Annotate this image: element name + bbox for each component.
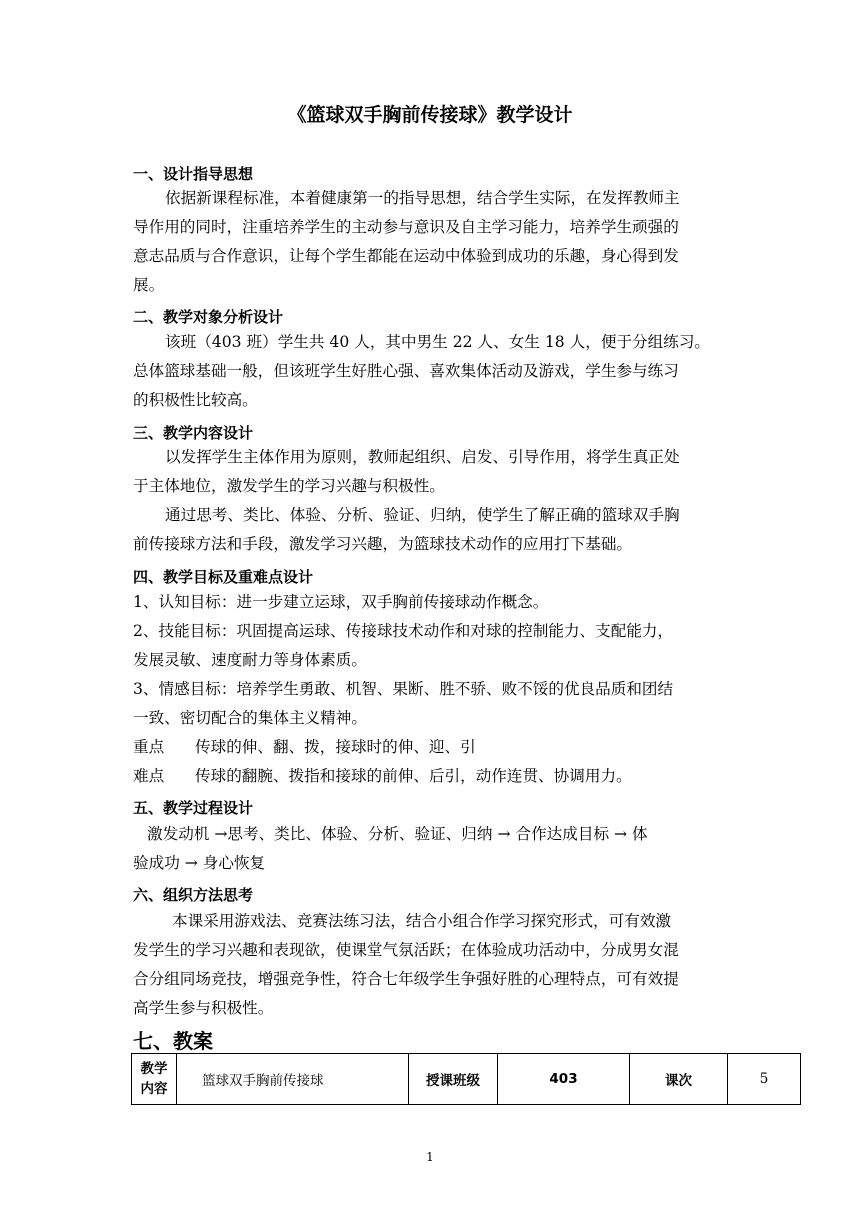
paragraph-line: 依据新课程标准，本着健康第一的指导思想，结合学生实际，在发挥教师主	[165, 189, 680, 207]
paragraph-line: 意志品质与合作意识，让每个学生都能在运动中体验到成功的乐趣，身心得到发	[133, 247, 679, 265]
section-heading-content-design: 三、教学内容设计	[133, 424, 254, 442]
paragraph-line: 合分组同场竞技，增强竞争性，符合七年级学生争强好胜的心理特点，可有效提	[133, 970, 679, 988]
paragraph-line: 该班（403 班）学生共 40 人，其中男生 22 人、女生 18 人，便于分组练习。	[165, 333, 711, 351]
section-heading-organization: 六、组织方法思考	[133, 886, 254, 904]
document-title: 《篮球双手胸前传接球》教学设计	[287, 104, 573, 126]
table-row	[132, 1054, 801, 1105]
process-line: 激发动机 →思考、类比、体验、分析、验证、归纳 → 合作达成目标 → 体	[147, 825, 648, 843]
section-heading-lesson-plan: 七、教案	[133, 1029, 213, 1053]
section-heading-process: 五、教学过程设计	[133, 799, 254, 817]
paragraph-line: 以发挥学生主体作用为原则，教师起组织、启发、引导作用，将学生真正处	[165, 448, 680, 466]
paragraph-line: 本课采用游戏法、竞赛法练习法，结合小组合作学习探究形式，可有效激	[172, 912, 672, 930]
page-number: 1	[426, 1150, 434, 1164]
table-cell-content: 篮球双手胸前传接球	[177, 1054, 409, 1105]
table-cell-lesson: 5	[728, 1054, 801, 1105]
process-line: 验成功 → 身心恢复	[133, 854, 266, 872]
difficulty-label: 难点	[133, 767, 165, 785]
objective-line: 发展灵敏、速度耐力等身体素质。	[133, 651, 367, 669]
paragraph-line: 高学生参与积极性。	[133, 999, 274, 1017]
objective-line: 3、情感目标：培养学生勇敢、机智、果断、胜不骄、败不馁的优良品质和团结	[133, 680, 674, 698]
paragraph-line: 于主体地位，激发学生的学习兴趣与积极性。	[133, 477, 445, 495]
paragraph-line: 前传接球方法和手段，激发学习兴趣，为篮球技术动作的应用打下基础。	[133, 535, 633, 553]
paragraph-line: 导作用的同时，注重培养学生的主动参与意识及自主学习能力，培养学生顽强的	[133, 218, 679, 236]
paragraph-line: 通过思考、类比、体验、分析、验证、归纳，使学生了解正确的篮球双手胸	[165, 506, 680, 524]
key-point-line	[133, 733, 733, 762]
paragraph-line: 的积极性比较高。	[133, 391, 258, 409]
lesson-plan-table	[131, 1053, 801, 1105]
table-label-lesson: 课次	[630, 1054, 728, 1105]
section-heading-guiding-thought: 一、设计指导思想	[133, 165, 254, 183]
difficulty-text: 传球的翻腕、拨指和接球的前伸、后引，动作连贯、协调用力。	[195, 767, 632, 785]
paragraph-line: 发学生的学习兴趣和表现欲，使课堂气氛活跃；在体验成功活动中，分成男女混	[133, 941, 679, 959]
difficulty-line	[133, 762, 733, 791]
key-point-text: 传球的伸、翻、拨，接球时的伸、迎、引	[195, 738, 476, 756]
table-label-teaching-content: 教学 内容	[132, 1054, 177, 1105]
paragraph-line: 展。	[133, 276, 165, 294]
objective-line: 一致、密切配合的集体主义精神。	[133, 709, 367, 727]
objective-line: 2、技能目标：巩固提高运球、传接球技术动作和对球的控制能力、支配能力，	[133, 622, 674, 640]
table-label-class: 授课班级	[409, 1054, 498, 1105]
key-point-label: 重点	[133, 738, 165, 756]
paragraph-line: 总体篮球基础一般，但该班学生好胜心强、喜欢集体活动及游戏，学生参与练习	[133, 362, 679, 380]
objective-line: 1、认知目标：进一步建立运球，双手胸前传接球动作概念。	[133, 593, 549, 611]
section-heading-objectives: 四、教学目标及重难点设计	[133, 568, 314, 586]
table-cell-class: 403	[498, 1054, 630, 1105]
section-heading-student-analysis: 二、教学对象分析设计	[133, 308, 284, 326]
